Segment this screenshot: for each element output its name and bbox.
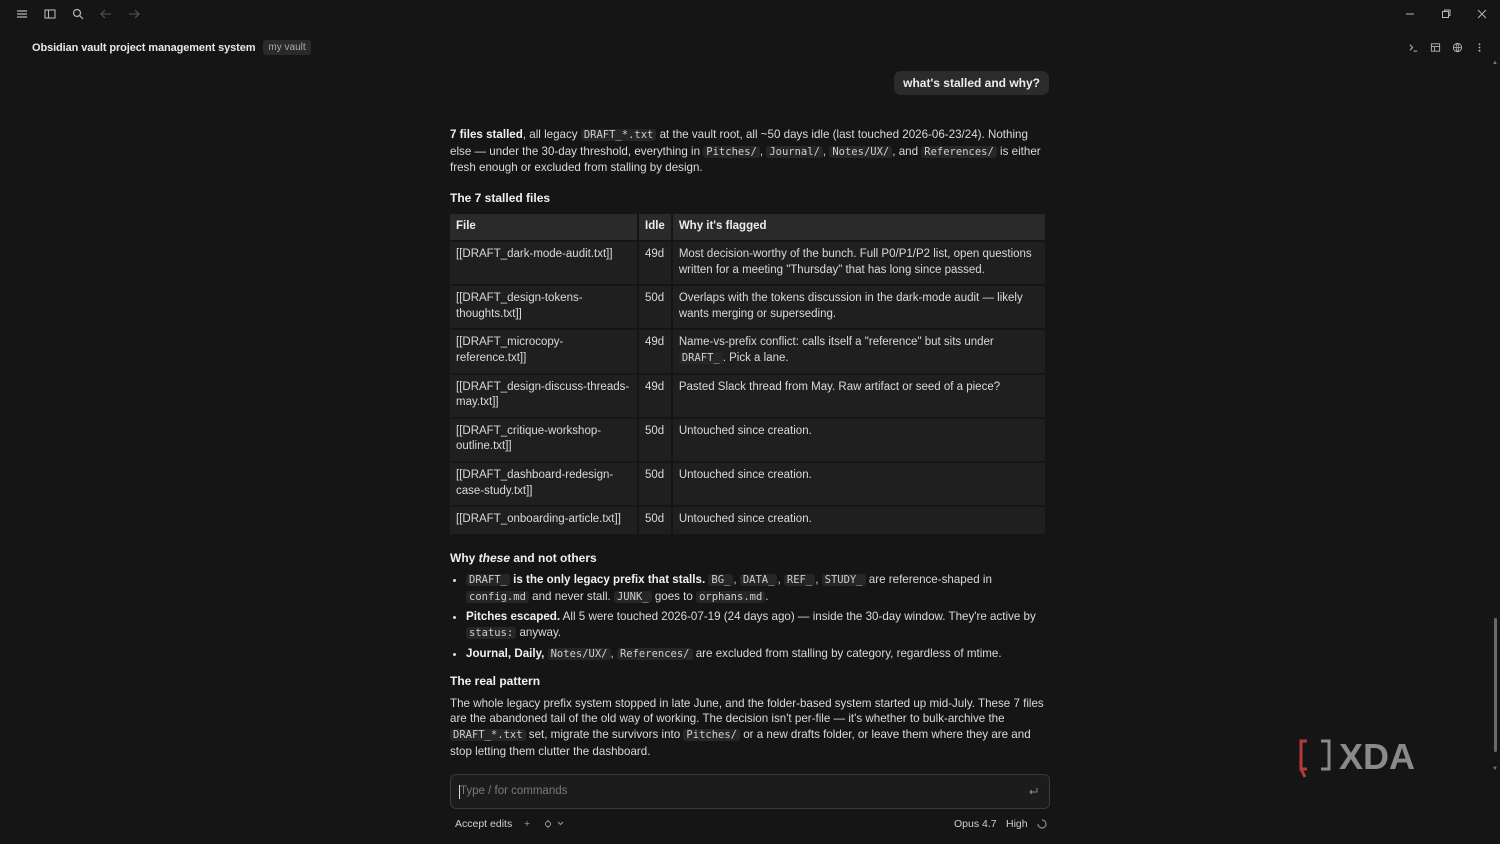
bullet-text: anyway. (516, 626, 562, 640)
inline-code: BG_ (708, 574, 733, 586)
bullet-bold: Pitches escaped. (466, 610, 561, 624)
idle-days: 50d (639, 463, 671, 505)
search-icon[interactable] (70, 6, 86, 22)
heading-emphasis: these (478, 550, 511, 565)
idle-days: 49d (639, 375, 671, 417)
flag-reason: Untouched since creation. (673, 463, 1045, 505)
intro-text: , all legacy (522, 128, 581, 141)
chevron-down-icon[interactable] (556, 819, 565, 831)
bullet-text: are reference-shaped in (865, 573, 992, 587)
flag-reason: Most decision-worthy of the bunch. Full P0/P1/P2 list, open questions written for a meeting "Thursday" that has long since passed. (673, 242, 1045, 284)
pattern-text: The whole legacy prefix system stopped in late June, and the folder-based system started up mid-July. These 7 files are the abandoned tail of the old way of working. The decision isn't per-file — it's whether to bulk-archive the (450, 696, 1044, 726)
file-link[interactable]: [[DRAFT_design-tokens-thoughts.txt]] (450, 286, 637, 328)
file-link[interactable]: [[DRAFT_dashboard-redesign-case-study.txt]] (450, 463, 637, 505)
heading-text: Why (450, 550, 479, 565)
conversation-header (32, 40, 311, 55)
close-icon[interactable] (1474, 6, 1490, 22)
xda-logo-icon (1299, 738, 1439, 778)
table-row (450, 463, 1045, 505)
back-icon[interactable] (98, 6, 114, 22)
why-heading (450, 551, 1050, 567)
inline-code: Pitches/ (683, 729, 740, 741)
user-message: what's stalled and why? (894, 71, 1049, 95)
inline-code: DRAFT_ (466, 574, 510, 586)
assistant-response (450, 127, 1050, 759)
vault-badge[interactable]: my vault (263, 40, 310, 55)
input-placeholder: Type / for commands (460, 785, 568, 797)
model-selector[interactable]: Opus 4.7 (954, 818, 997, 830)
bullet-text: and never stall. (528, 589, 614, 603)
accept-edits-button[interactable]: Accept edits (455, 818, 513, 830)
header-actions (1407, 41, 1486, 54)
mention-icon[interactable] (543, 819, 553, 832)
scroll-down-icon[interactable]: ▼ (1492, 766, 1498, 772)
pattern-paragraph (450, 696, 1050, 759)
idle-days: 50d (639, 419, 671, 461)
scrollbar[interactable] (1494, 60, 1498, 772)
table-row (450, 507, 1045, 534)
column-header-why: Why it's flagged (673, 214, 1045, 240)
inline-code: References/ (921, 146, 997, 158)
flag-reason-text: Name-vs-prefix conflict: calls itself a "reference" but sits under (678, 336, 994, 349)
file-link[interactable]: [[DRAFT_onboarding-article.txt]] (450, 507, 637, 534)
inline-code: References/ (617, 648, 693, 660)
restore-icon[interactable] (1438, 6, 1454, 22)
bullet-bold: Journal, Daily, (466, 646, 548, 660)
more-icon[interactable] (1473, 41, 1486, 54)
scroll-up-icon[interactable]: ▲ (1492, 60, 1498, 66)
forward-icon[interactable] (126, 6, 142, 22)
composer-footer (450, 818, 1050, 832)
loading-spinner-icon (1037, 819, 1047, 832)
list-item (466, 646, 1050, 663)
flag-reason (673, 330, 1045, 372)
minimize-icon[interactable] (1402, 6, 1418, 22)
pattern-text: set, migrate the survivors into (525, 728, 684, 742)
table-row (450, 375, 1045, 417)
inline-code: REF_ (784, 574, 815, 586)
inline-code: DRAFT_*.txt (450, 729, 526, 741)
enter-icon[interactable] (1027, 785, 1039, 797)
bullet-text: , (815, 573, 822, 587)
intro-bold: 7 files stalled (450, 128, 523, 141)
list-item (466, 572, 1050, 605)
inline-code: Journal/ (766, 146, 823, 158)
flag-reason: Untouched since creation. (673, 419, 1045, 461)
intro-text: at the vault root, all ~50 days idle (last touched 2026-06-23/24). Nothing else — under the 30-day threshold, everything in (450, 128, 1028, 158)
table-row (450, 330, 1045, 372)
heading-text: and not others (510, 550, 597, 565)
file-link[interactable]: [[DRAFT_critique-workshop-outline.txt]] (450, 419, 637, 461)
inline-code: DRAFT_ (679, 352, 723, 364)
intro-paragraph (450, 127, 1050, 176)
inline-code: config.md (466, 591, 529, 603)
chat-input[interactable] (450, 774, 1050, 809)
title-bar (0, 0, 1500, 28)
inline-code: status: (466, 627, 516, 639)
panel-icon[interactable] (1429, 41, 1442, 54)
file-link[interactable]: [[DRAFT_microcopy-reference.txt]] (450, 330, 637, 372)
idle-days: 49d (639, 242, 671, 284)
file-link[interactable]: [[DRAFT_dark-mode-audit.txt]] (450, 242, 637, 284)
list-item (466, 609, 1050, 641)
effort-selector[interactable]: High (1006, 818, 1028, 830)
inline-code: DRAFT_*.txt (581, 129, 657, 141)
idle-days: 49d (639, 330, 671, 372)
flag-reason: Overlaps with the tokens discussion in the dark-mode audit — likely wants merging or superseding. (673, 286, 1045, 328)
intro-text: , (759, 144, 767, 158)
bullet-text: , (733, 573, 740, 587)
xda-logo-text: XDA (1339, 738, 1416, 777)
bullet-text: are excluded from stalling by category, regardless of mtime. (692, 646, 1002, 660)
inline-code: STUDY_ (822, 574, 866, 586)
table-heading: The 7 stalled files (450, 190, 551, 205)
idle-days: 50d (639, 286, 671, 328)
intro-text: , and (892, 144, 922, 158)
inline-code: Pitches/ (703, 146, 760, 158)
bullet-text: , (777, 573, 784, 587)
terminal-icon[interactable] (1407, 41, 1420, 54)
sidebar-toggle-icon[interactable] (42, 6, 58, 22)
pattern-text: or a new drafts folder, or leave them where they are and stop letting them clutter the dashboard. (450, 728, 1031, 758)
add-button[interactable]: + (524, 818, 531, 830)
bullet-text: , (610, 646, 617, 660)
table-row (450, 286, 1045, 328)
reason-list (466, 572, 1050, 662)
bullet-text: goes to (651, 589, 697, 603)
menu-icon[interactable] (14, 6, 30, 22)
inline-code: Notes/UX/ (548, 648, 611, 660)
intro-text: is either fresh enough or excluded from stalling by design. (450, 144, 1041, 175)
pattern-heading: The real pattern (450, 674, 541, 689)
bullet-bold: is the only legacy prefix that stalls. (509, 573, 706, 587)
stalled-files-table (448, 212, 1047, 535)
file-link[interactable]: [[DRAFT_design-discuss-threads-may.txt]] (450, 375, 637, 417)
xda-watermark (1299, 738, 1439, 778)
intro-text: , (822, 144, 830, 158)
flag-reason: Pasted Slack thread from May. Raw artifact or seed of a piece? (673, 375, 1045, 417)
flag-reason: Untouched since creation. (673, 507, 1045, 534)
idle-days: 50d (639, 507, 671, 534)
table-header-row (450, 214, 1045, 240)
globe-icon[interactable] (1451, 41, 1464, 54)
inline-code: DATA_ (740, 574, 778, 586)
bullet-text: . (765, 589, 769, 603)
column-header-file: File (450, 214, 637, 240)
bullet-text: All 5 were touched 2026-07-19 (24 days ago) — inside the 30-day window. They're active by (560, 610, 1036, 624)
conversation-title: Obsidian vault project management system (32, 41, 256, 54)
inline-code: JUNK_ (614, 591, 652, 603)
inline-code: Notes/UX/ (829, 146, 892, 158)
flag-reason-text: . Pick a lane. (722, 351, 789, 364)
column-header-idle: Idle (639, 214, 671, 240)
table-row (450, 419, 1045, 461)
inline-code: orphans.md (696, 591, 765, 603)
scrollbar-thumb[interactable] (1494, 618, 1497, 752)
table-row (450, 242, 1045, 284)
